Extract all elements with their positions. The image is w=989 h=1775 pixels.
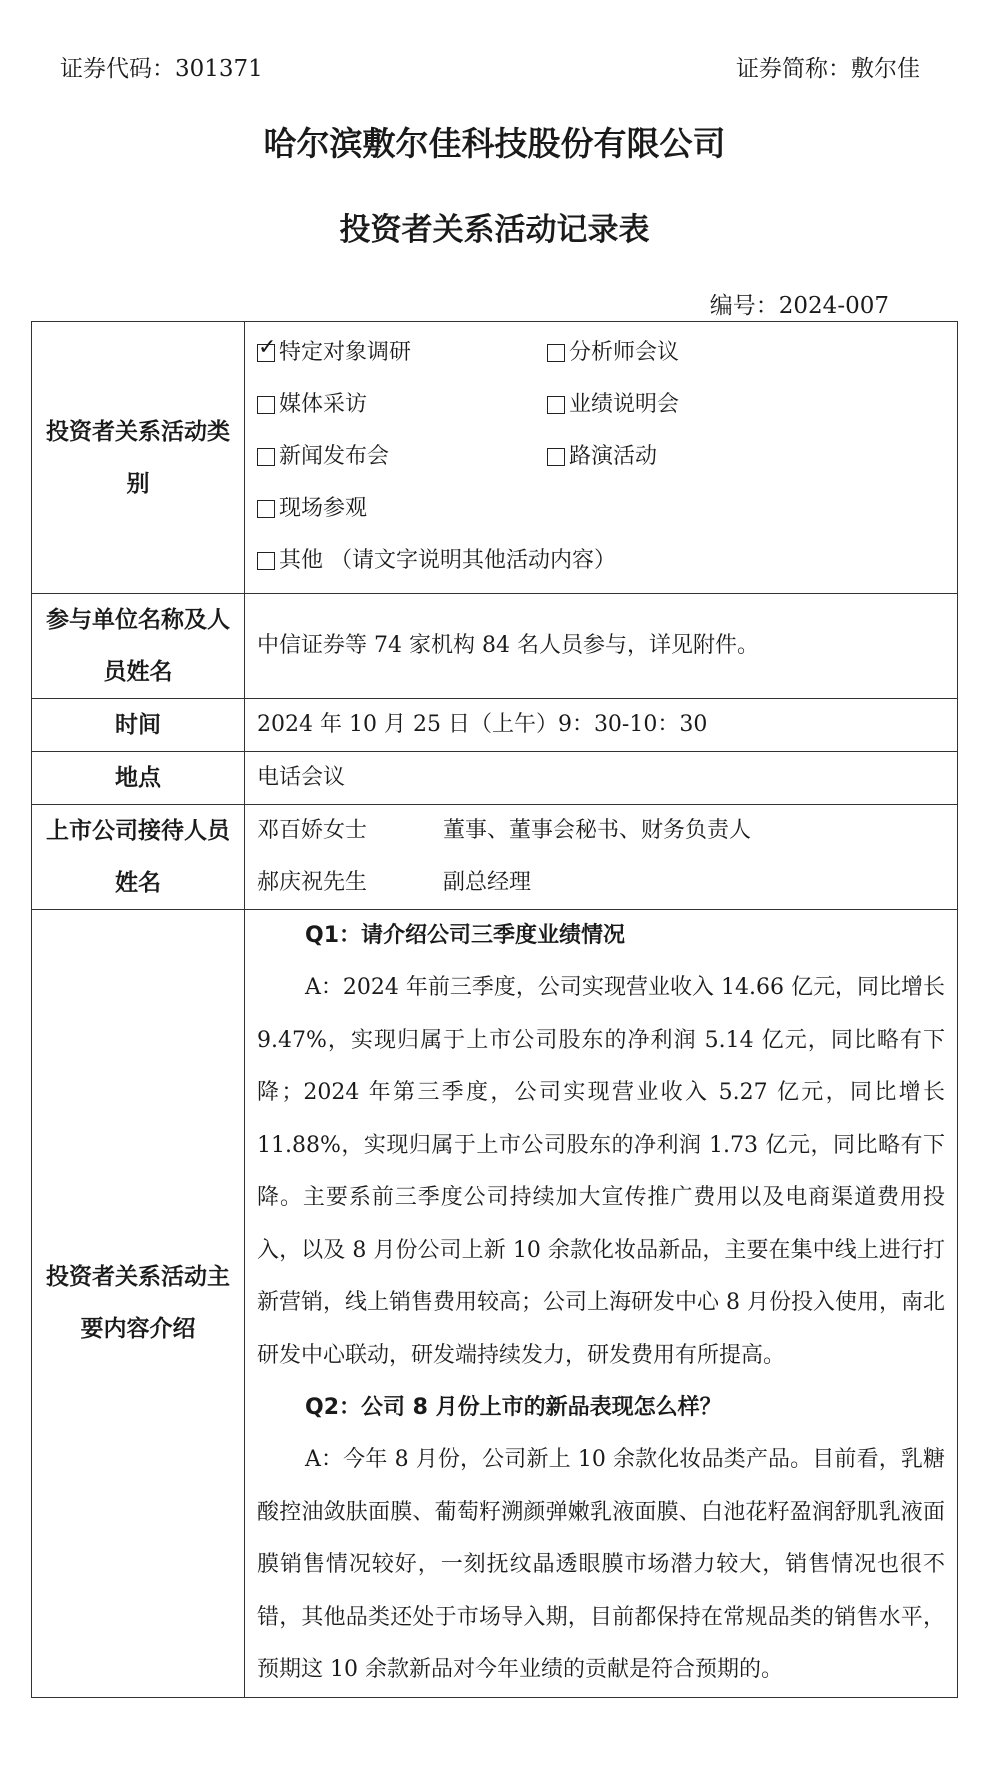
serial-number: 编号：2024-007 [709, 293, 889, 319]
option-media-interview[interactable]: 媒体采访 [257, 379, 547, 431]
reception-staff [245, 805, 958, 910]
staff-role: 副总经理 [443, 870, 532, 895]
staff-entry [257, 805, 945, 857]
reception-label: 上市公司接待人员姓名 [32, 805, 245, 910]
answer-1: A：2024 年前三季度，公司实现营业收入 14.66 亿元，同比增长 9.47%，实现归属于上市公司股东的净利润 5.14 亿元，同比略有下降；2024 年第三季度，公司实现营业收入 5.27 亿元，同比增长 11.88%，实现归属于上市公司股东的净利润 1.73 亿元，同比略有下降。主要系前三季度公司持续加大宣传推广费用以及电商渠道费用投入，以及 8 月份公司上新 10 余款化妆品新品，主要在集中线上进行打新营销，线上销售费用较高；公司上海研发中心 8 月份投入使用，南北研发中心联动，研发端持续发力，研发费用有所提高。 [257, 975, 945, 1368]
location-row [32, 752, 958, 805]
activity-type-row [32, 322, 958, 594]
time-value: 2024 年 10 月 25 日（上午）9：30-10：30 [245, 699, 958, 752]
activity-type-options [245, 322, 958, 594]
stock-code: 证券代码：301371 [60, 56, 263, 82]
staff-role: 董事、董事会秘书、财务负责人 [443, 818, 752, 843]
checkbox-icon[interactable] [257, 500, 275, 518]
checkbox-icon[interactable] [257, 552, 275, 570]
question-2: Q2：公司 8 月份上市的新品表现怎么样？ [305, 1395, 722, 1420]
location-value: 电话会议 [245, 752, 958, 805]
time-label: 时间 [32, 699, 245, 752]
option-roadshow[interactable]: 路演活动 [547, 431, 847, 483]
record-table [31, 321, 958, 1698]
document-title: 投资者关系活动记录表 [339, 212, 650, 248]
activity-type-label: 投资者关系活动类别 [32, 322, 245, 594]
staff-name: 郝庆祝先生 [257, 870, 368, 895]
checkbox-icon[interactable] [257, 396, 275, 414]
option-specific-research[interactable]: ✓ 特定对象调研 [258, 335, 412, 365]
time-row [32, 699, 958, 752]
participants-row [32, 594, 958, 699]
location-label: 地点 [32, 752, 245, 805]
reception-row [32, 805, 958, 910]
staff-entry [257, 857, 945, 909]
option-press-conference[interactable]: 新闻发布会 [257, 431, 547, 483]
option-site-visit[interactable]: 现场参观 [257, 483, 847, 535]
checkbox-checked-icon[interactable]: ✓ [258, 335, 277, 360]
answer-2: A：今年 8 月份，公司新上 10 余款化妆品类产品。目前看，乳糖酸控油敛肤面膜、葡萄籽溯颜弹嫩乳液面膜、白池花籽盈润舒肌乳液面膜销售情况较好，一刻抚纹晶透眼膜市场潜力较大，销售情况也很不错，其他品类还处于市场导入期，目前都保持在常规品类的销售水平，预期这 10 余款新品对今年业绩的贡献是符合预期的。 [257, 1447, 945, 1682]
checkbox-icon[interactable] [547, 344, 565, 362]
checkbox-icon[interactable] [257, 448, 275, 466]
option-earnings-briefing[interactable]: 业绩说明会 [547, 379, 847, 431]
participants-label: 参与单位名称及人员姓名 [32, 594, 245, 699]
company-name: 哈尔滨敷尔佳科技股份有限公司 [263, 124, 726, 163]
main-content-row [32, 910, 958, 1698]
main-content-label: 投资者关系活动主要内容介绍 [32, 910, 245, 1698]
option-other[interactable]: 其他 （请文字说明其他活动内容） [257, 535, 847, 587]
participants-value: 中信证券等 74 家机构 84 名人员参与，详见附件。 [245, 594, 958, 699]
option-analyst-meeting[interactable]: 分析师会议 [547, 327, 847, 379]
main-content-body [245, 910, 958, 1698]
staff-name: 邓百娇女士 [257, 818, 368, 843]
question-1: Q1：请介绍公司三季度业绩情况 [305, 923, 626, 948]
checkbox-icon[interactable] [547, 448, 565, 466]
checkbox-icon[interactable] [547, 396, 565, 414]
stock-abbreviation: 证券简称：敷尔佳 [736, 56, 920, 82]
